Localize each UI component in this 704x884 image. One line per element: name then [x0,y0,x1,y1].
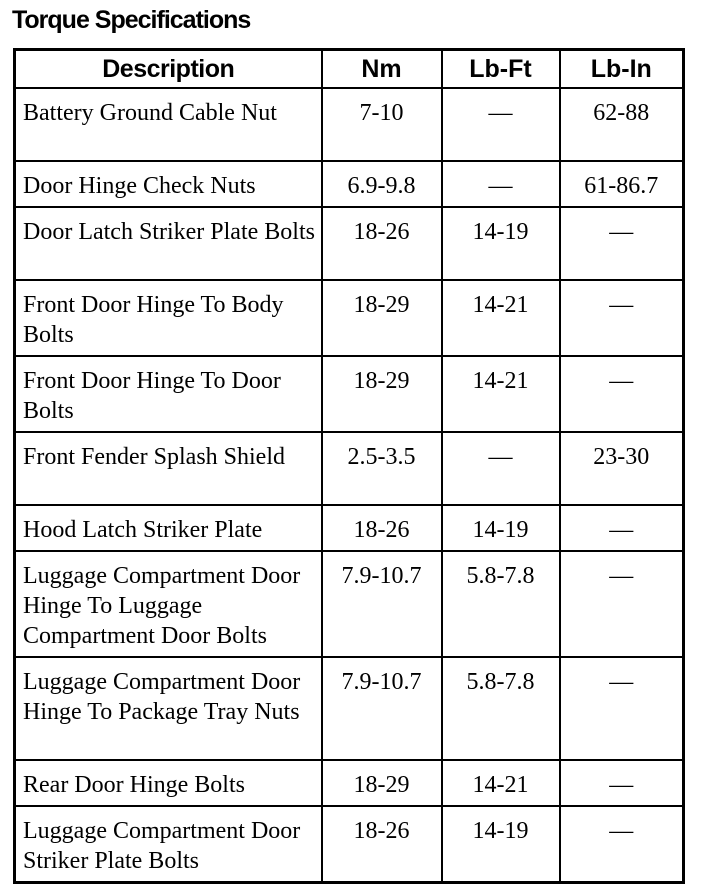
table-row [15,657,684,760]
description-cell: Front Door Hinge To Door Bolts [15,356,322,432]
header-lbft: Lb-Ft [442,50,560,89]
lbft-cell: 5.8-7.8 [442,657,560,760]
description-cell: Door Latch Striker Plate Bolts [15,207,322,280]
table-row [15,806,684,883]
table-row [15,88,684,161]
header-nm: Nm [322,50,442,89]
table-row [15,207,684,280]
lbin-cell: — [560,760,684,806]
nm-cell: 18-29 [322,356,442,432]
table-row [15,551,684,657]
nm-cell: 18-29 [322,280,442,356]
lbft-cell: 14-19 [442,505,560,551]
lbft-cell: 14-21 [442,356,560,432]
lbft-cell: 5.8-7.8 [442,551,560,657]
nm-cell: 18-29 [322,760,442,806]
nm-cell: 18-26 [322,806,442,883]
lbin-cell: — [560,551,684,657]
lbin-cell: 62-88 [560,88,684,161]
header-lbin: Lb-In [560,50,684,89]
lbin-cell: — [560,280,684,356]
lbin-cell: 61-86.7 [560,161,684,207]
nm-cell: 2.5-3.5 [322,432,442,505]
lbft-cell: 14-21 [442,760,560,806]
table-row [15,505,684,551]
lbin-cell: — [560,356,684,432]
description-cell: Door Hinge Check Nuts [15,161,322,207]
table-row [15,432,684,505]
page-title: Torque Specifications [12,6,251,34]
lbft-cell: 14-19 [442,806,560,883]
lbin-cell: — [560,207,684,280]
nm-cell: 18-26 [322,505,442,551]
description-cell: Luggage Compartment Door Striker Plate Bolts [15,806,322,883]
lbft-cell: 14-19 [442,207,560,280]
nm-cell: 6.9-9.8 [322,161,442,207]
description-cell: Hood Latch Striker Plate [15,505,322,551]
nm-cell: 7.9-10.7 [322,551,442,657]
torque-spec-table [13,48,685,884]
description-cell: Luggage Compartment Door Hinge To Package Tray Nuts [15,657,322,760]
table-row [15,280,684,356]
nm-cell: 7.9-10.7 [322,657,442,760]
nm-cell: 18-26 [322,207,442,280]
description-cell: Battery Ground Cable Nut [15,88,322,161]
lbin-cell: — [560,806,684,883]
lbft-cell: — [442,432,560,505]
description-cell: Rear Door Hinge Bolts [15,760,322,806]
lbft-cell: 14-21 [442,280,560,356]
description-cell: Luggage Compartment Door Hinge To Luggage Compartment Door Bolts [15,551,322,657]
table-row [15,356,684,432]
nm-cell: 7-10 [322,88,442,161]
description-cell: Front Fender Splash Shield [15,432,322,505]
table-header-row [15,50,684,89]
table-row [15,161,684,207]
lbft-cell: — [442,88,560,161]
header-description: Description [15,50,322,89]
lbin-cell: — [560,505,684,551]
lbin-cell: 23-30 [560,432,684,505]
lbft-cell: — [442,161,560,207]
description-cell: Front Door Hinge To Body Bolts [15,280,322,356]
lbin-cell: — [560,657,684,760]
table-row [15,760,684,806]
